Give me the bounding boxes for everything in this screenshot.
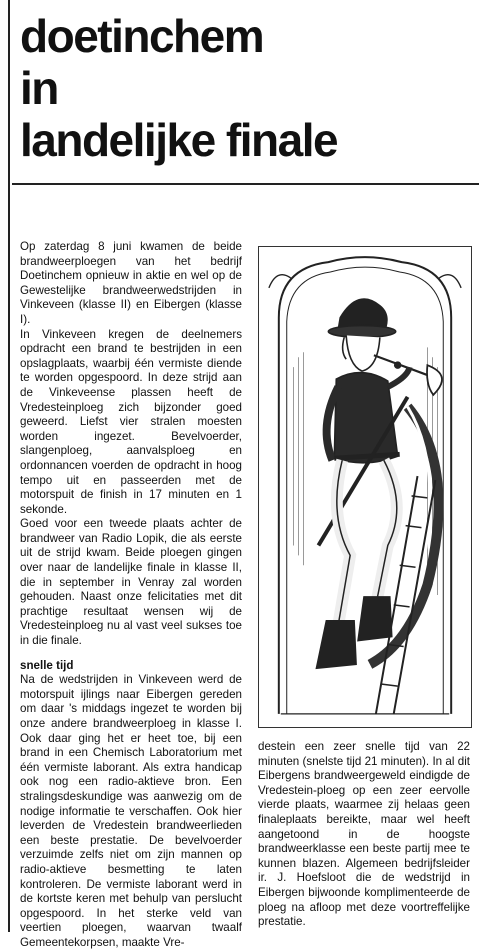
headline-line-3: landelijke finale	[20, 114, 338, 166]
headline-divider	[12, 183, 479, 185]
fireman-bugler-illustration	[258, 246, 472, 728]
article-column-right	[258, 740, 470, 930]
article-subheading: snelle tijd	[20, 658, 74, 672]
article-paragraph: In Vinkeveen kregen de deelnemers opdracht een brand te bestrijden in een opslagplaats, waarbij één vermiste diende te worden opgespoord. In deze strijd aan de Vinkeveense plassen heeft de Vredesteinploeg zich bijzonder goed geweerd. Liefst vier stralen moesten worden ingezet. Bevelvoerder, slangenploeg, aanvalsploeg en ordonnancen voerden de opdracht in hoog tempo uit en passeerden met de motorspuit de finish in 17 minuten en 1 sekonde.	[20, 327, 242, 516]
article-paragraph: destein een zeer snelle tijd van 22 minuten (snelste tijd 21 minuten). In al dit Eibergens brandweergeweld eindigde de Vredestein-ploeg op een zeer eervolle vierde plaats, waarmee zij helaas geen finaleplaats bereikte, maar wel heeft aangetoond in de hoogste brandweerklasse een beste partij mee te kunnen blazen. Algemeen bedrijfsleider ir. J. Hoefsloot die de wedstrijd in Eibergen bijwoonde komplimenteerde de ploeg na afloop met deze voortreffelijke prestatie.	[258, 740, 470, 929]
article-paragraph: Na de wedstrijden in Vinkeveen werd de motorspuit ijlings naar Eibergen gereden om daar 's middags ingezet te worden bij onze andere brandweerploeg in klasse I. Ook daar ging het er heet toe, bij een brand in een Chemisch Laboratorium met één vermiste laborant. Als extra handicap ook nog een radio-aktieve bron. Een stralingsdeskundige was aanwezig om de nodige informatie te verschaffen. Ook hier leverden de Vredestein brandweerlieden een beste prestatie. De bevelvoerder verzuimde zelfs niet om zijn mannen op radio-aktieve besmetting te laten kontroleren. De vermiste laborant werd in de kortste keren met behulp van perslucht opgespoord. In het sterke veld van veertien ploegen, waarvan twaalf Gemeentekorpsen, maakte Vre-	[20, 673, 242, 949]
headline-line-1: doetinchem	[20, 10, 264, 62]
headline-line-2: in	[20, 62, 58, 114]
page-edge-rule	[0, 0, 10, 932]
article-column-left	[20, 240, 242, 951]
headline	[20, 10, 470, 166]
article-paragraph: Goed voor een tweede plaats achter de brandweer van Radio Lopik, die als eerste uit de strijd kwam. Beide ploegen gingen over naar de landelijke finale in klasse II, die in september in Venray zal worden gehouden. Naast onze felicitaties met dit prachtige resultaat wensen wij de Vredesteinploeg nu al vast veel sukses toe in die finale.	[20, 517, 242, 648]
article-paragraph: Op zaterdag 8 juni kwamen de beide brandweerploegen van het bedrijf Doetinchem opnieuw in aktie en wel op de Gewestelijke brandweerwedstrijden in Vinkeveen (klasse II) en Eibergen (klasse I).	[20, 240, 242, 326]
